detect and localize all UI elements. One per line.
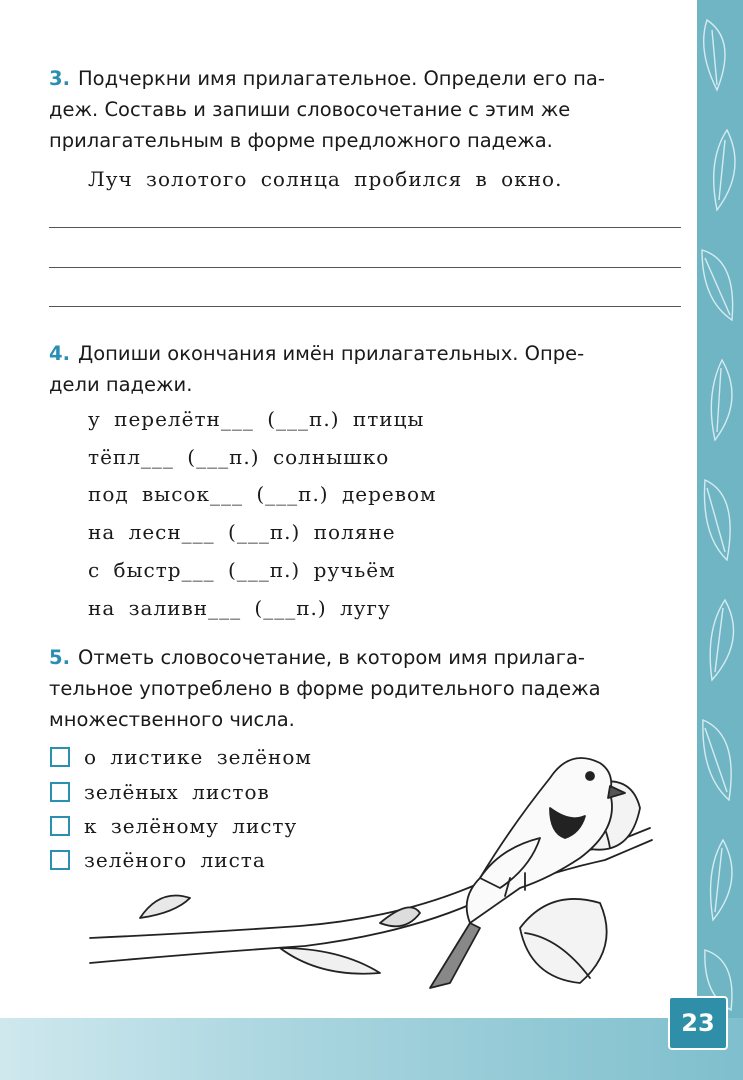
exercise-item[interactable]: на лесн___ (___п.) поляне (88, 520, 396, 544)
task-number: 3. (49, 67, 70, 90)
task-3-text-1: Подчеркни имя прилагательное. Определи его па- (77, 67, 605, 90)
task-3-text-2: деж. Составь и запиши словосочетание с этим же (49, 98, 571, 121)
task-4-instructions (49, 338, 679, 400)
leaf-icon (520, 899, 607, 983)
checkbox[interactable] (50, 850, 70, 870)
side-decoration-band (697, 0, 743, 1080)
leaf-pattern-icon (697, 0, 743, 1080)
option-label: о листике зелёном (84, 745, 312, 769)
task-3-line-1 (49, 63, 679, 94)
option-label: зелёного листа (84, 848, 266, 872)
exercise-item[interactable]: тёпл___ (___п.) солнышко (88, 445, 390, 469)
task-4-line-1 (49, 338, 679, 369)
task-3-text-3: прилагательным в форме предложного падежа. (49, 129, 553, 152)
task-4-text-1: Допиши окончания имён прилагательных. Опре- (77, 342, 585, 365)
task-3-instructions (49, 63, 679, 156)
exercise-item[interactable]: с быстр___ (___п.) ручьём (88, 558, 396, 582)
checkbox[interactable] (50, 747, 70, 767)
task-5-instructions (49, 642, 679, 735)
exercise-item[interactable]: под высок___ (___п.) деревом (88, 482, 437, 506)
bottom-decoration-band (0, 1018, 743, 1080)
task-number: 4. (49, 342, 70, 365)
exercise-item[interactable]: на заливн___ (___п.) лугу (88, 596, 391, 620)
answer-line[interactable] (49, 227, 681, 228)
bird-on-branch-illustration (80, 748, 680, 998)
task-4-text-2: дели падежи. (49, 373, 193, 396)
answer-line[interactable] (49, 306, 681, 307)
option-label: зелёных листов (84, 780, 270, 804)
task-5-line-1 (49, 642, 679, 673)
checkbox[interactable] (50, 782, 70, 802)
task-5-text-3: множественного числа. (49, 708, 295, 731)
task-5-text-2: тельное употреблено в форме родительного падежа (49, 677, 601, 700)
checkbox[interactable] (50, 816, 70, 836)
option-label: к зелёному листу (84, 814, 298, 838)
page-number-badge: 23 (668, 996, 728, 1050)
answer-line[interactable] (49, 267, 681, 268)
task-5-text-1: Отметь словосочетание, в котором имя прилага- (77, 646, 585, 669)
task-number: 5. (49, 646, 70, 669)
task-3-sentence[interactable]: Луч золотого солнца пробился в окно. (88, 167, 563, 191)
exercise-item[interactable]: у перелётн___ (___п.) птицы (88, 407, 425, 431)
